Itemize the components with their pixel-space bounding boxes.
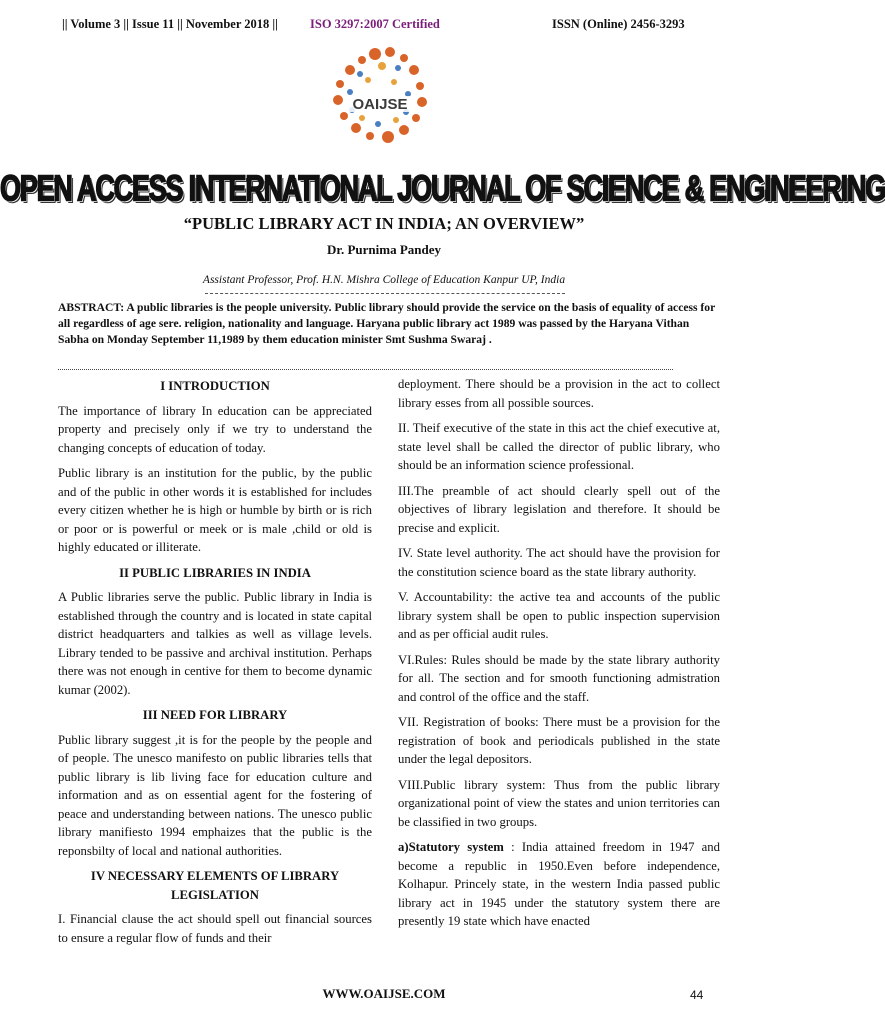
paragraph-lead: a)Statutory system — [398, 840, 504, 854]
paragraph: VI.Rules: Rules should be made by the state library authority for all. The section and for smooth functioning admistration and control of the office and the staff. — [398, 652, 720, 704]
right-column — [398, 375, 720, 938]
section-heading: IV NECESSARY ELEMENTS OF LIBRARY LEGISLATION — [90, 869, 340, 902]
paragraph: VIII.Public library system: Thus from the public library organizational point of view the states and union territories can be classified in two groups. — [398, 777, 720, 829]
journal-banner: OPEN ACCESS INTERNATIONAL JOURNAL OF SCIENCE & ENGINEERING — [0, 168, 885, 209]
paragraph: VII. Registration of books: There must be a provision for the registration of book and periodicals published in the state under the legal depositors. — [398, 715, 720, 766]
left-column — [58, 375, 372, 954]
page-number: 44 — [690, 988, 704, 1002]
iso-certification: ISO 3297:2007 Certified — [310, 17, 440, 31]
issn: ISSN (Online) 2456-3293 — [552, 17, 685, 31]
paragraph: Public library is an institution for the public, by the public and of the public in other words it is established for includes every citizen whether he is high or humble by birth or is rich or poor or is powerful or meek or is male ,child or old is highly educated or illiterate. — [58, 466, 372, 554]
paragraph: Public library suggest ,it is for the people by the people and of people. The unesco manifesto on public libraries tells that public library is lib living face for education culture and information and as on essential agent for the fostering of peace and understanding between nations. The unesco public library manifiesto 1994 emphaizes that the public is the reponsbilty of local and national authorities. — [58, 732, 372, 858]
paragraph: A Public libraries serve the public. Public library in India is established through the country and is located in state capital district headquarters and talkies as well as village levels. Library tended to be passive and archival institution. Perhaps there was not enough in centive for them to become dynamic kumar (2002). — [58, 590, 372, 697]
paragraph: I. Financial clause the act should spell out financial sources to ensure a regular flow of funds and their — [58, 912, 372, 945]
separator-rule — [205, 293, 565, 294]
section-heading: II PUBLIC LIBRARIES IN INDIA — [119, 565, 311, 580]
paragraph-body: : India attained freedom in 1947 and become a republic in 1950.Even before independence, Kolhapur. Princely state, in the western India passed public library act in 1945 under the statutory system there are presently 19 state which have enacted — [398, 840, 720, 928]
paragraph: II. Theif executive of the state in this act the chief executive at, state level shall be called the director of public library, who should be an information science professional. — [398, 421, 720, 472]
journal-website: WWW.OAIJSE.COM — [322, 986, 446, 1001]
paragraph: IV. State level authority. The act should have the provision for the constitution science board as the state library authority. — [398, 546, 720, 579]
oaijse-logo — [320, 40, 440, 152]
section-heading: III NEED FOR LIBRARY — [142, 708, 288, 722]
section-heading: I INTRODUCTION — [160, 379, 270, 393]
volume-issue: || Volume 3 || Issue 11 || November 2018 || — [62, 17, 278, 31]
journal-header — [0, 17, 768, 35]
paragraph: V. Accountability: the active tea and accounts of the public library system shall be open to public inspection supervision and as per official audit rules. — [398, 590, 720, 641]
article-author: Dr. Purnima Pandey — [327, 242, 441, 257]
separator-rule — [58, 369, 673, 370]
abstract: ABSTRACT: A public libraries is the people university. Public library should provide the service on the basis of equality of access for all regardless of age sere. religion, nationality and language. Haryana public library act 1989 was passed by the Haryana Vithan Sabha on Monday September 11,1989 by them education minister Smt Sushma Swaraj . — [58, 301, 716, 346]
author-affiliation: Assistant Professor, Prof. H.N. Mishra College of Education Kanpur UP, India — [202, 274, 566, 286]
paragraph: III.The preamble of act should clearly spell out of the objectives of library legislation and therefore. It should be precise and explicit. — [398, 483, 720, 535]
article-title: “PUBLIC LIBRARY ACT IN INDIA; AN OVERVIEW” — [183, 214, 585, 233]
paragraph: The importance of library In education can be appreciated property and precisely only if we try to understand the changing concepts of education of today. — [58, 403, 372, 455]
paragraph: deployment. There should be a provision in the act to collect library esses from all possible sources. — [398, 377, 720, 410]
paragraph — [398, 838, 720, 931]
logo-text: OAIJSE — [352, 96, 408, 113]
